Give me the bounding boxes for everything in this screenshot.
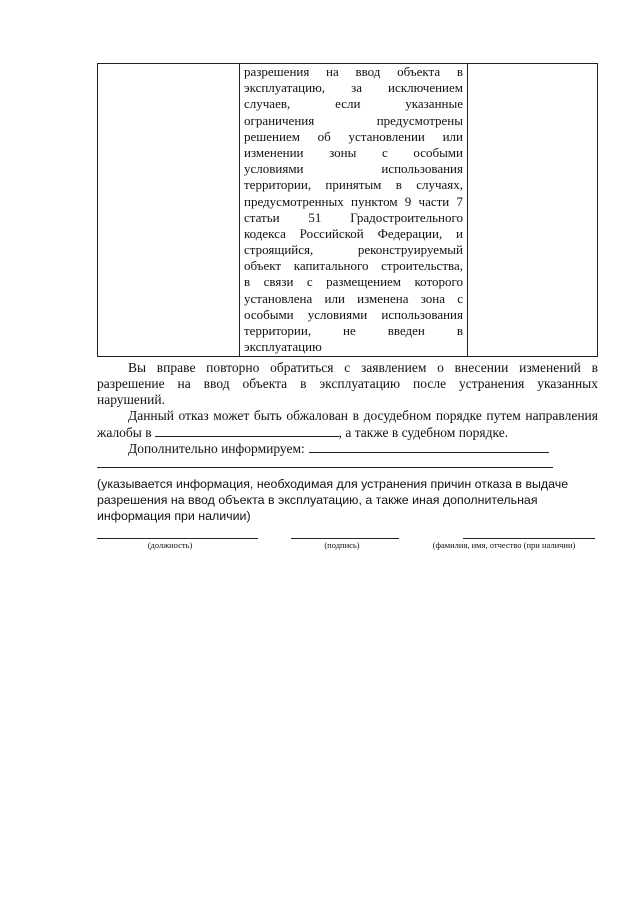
additional-info-line — [97, 440, 598, 456]
cell-line: особыми условиями использования — [244, 306, 463, 322]
note-line: (указывается информация, необходимая для устранения причин отказа в выдаче — [97, 477, 569, 491]
cell-line: случаев, если указанные — [244, 96, 463, 112]
signature-line — [291, 538, 399, 539]
cell-line: ограничения предусмотрены — [244, 112, 463, 128]
repeat-application-text: разрешение на ввод объекта в эксплуатацию после устранения указанных — [97, 376, 598, 391]
appeal-suffix: , а также в судебном порядке. — [338, 425, 509, 440]
signature-label: (подпись) — [324, 540, 360, 550]
position-signature-line — [97, 538, 258, 539]
cell-line: эксплуатацию — [244, 339, 322, 355]
cell-line: строящийся, реконструируемый — [244, 242, 463, 258]
body-paragraphs — [97, 360, 598, 456]
cell-line: решением об установлении или — [244, 128, 463, 144]
table-cell-description — [244, 64, 463, 355]
cell-line: кодекса Российской Федерации, и — [244, 225, 463, 241]
repeat-application-text: нарушений. — [97, 392, 165, 407]
name-label: (фамилия, имя, отчество (при наличии) — [432, 540, 576, 550]
cell-line: статьи 51 Градостроительного — [244, 209, 463, 225]
table-column-divider — [239, 63, 240, 357]
cell-line: объект капитального строительства, — [244, 258, 463, 274]
additional-info-note — [97, 476, 587, 524]
cell-line: разрешения на ввод объекта в — [244, 64, 463, 79]
cell-line: территории, не введен в — [244, 323, 463, 338]
position-label: (должность) — [147, 540, 193, 550]
cell-line: условиями использования — [244, 161, 463, 177]
note-line: информация при наличии) — [97, 509, 251, 523]
cell-line: в связи с размещением которого — [244, 274, 463, 290]
cell-line: установлена или изменена зона с — [244, 290, 463, 306]
cell-line: предусмотренных пунктом 9 части 7 — [244, 193, 463, 209]
additional-info-rule — [97, 467, 553, 468]
appeal-text-line — [97, 424, 598, 440]
additional-info-blank — [309, 440, 549, 453]
table-column-divider — [467, 63, 468, 357]
appeal-prefix: жалобы в — [97, 425, 152, 440]
name-signature-line — [463, 538, 595, 539]
additional-info-label: Дополнительно информируем: — [128, 441, 305, 456]
repeat-application-text: Вы вправе повторно обратиться с заявлением о внесении изменений в — [128, 360, 598, 375]
cell-line: изменении зоны с особыми — [244, 144, 463, 160]
appeal-text: Данный отказ может быть обжалован в досудебном порядке путем направления — [128, 408, 598, 423]
appeal-authority-blank — [155, 424, 339, 437]
cell-line: эксплуатацию, за исключением — [244, 80, 463, 96]
note-line: разрешения на ввод объекта в эксплуатацию, а также иная дополнительная — [97, 493, 538, 507]
cell-line: территории, принятым в случаях, — [244, 177, 463, 193]
